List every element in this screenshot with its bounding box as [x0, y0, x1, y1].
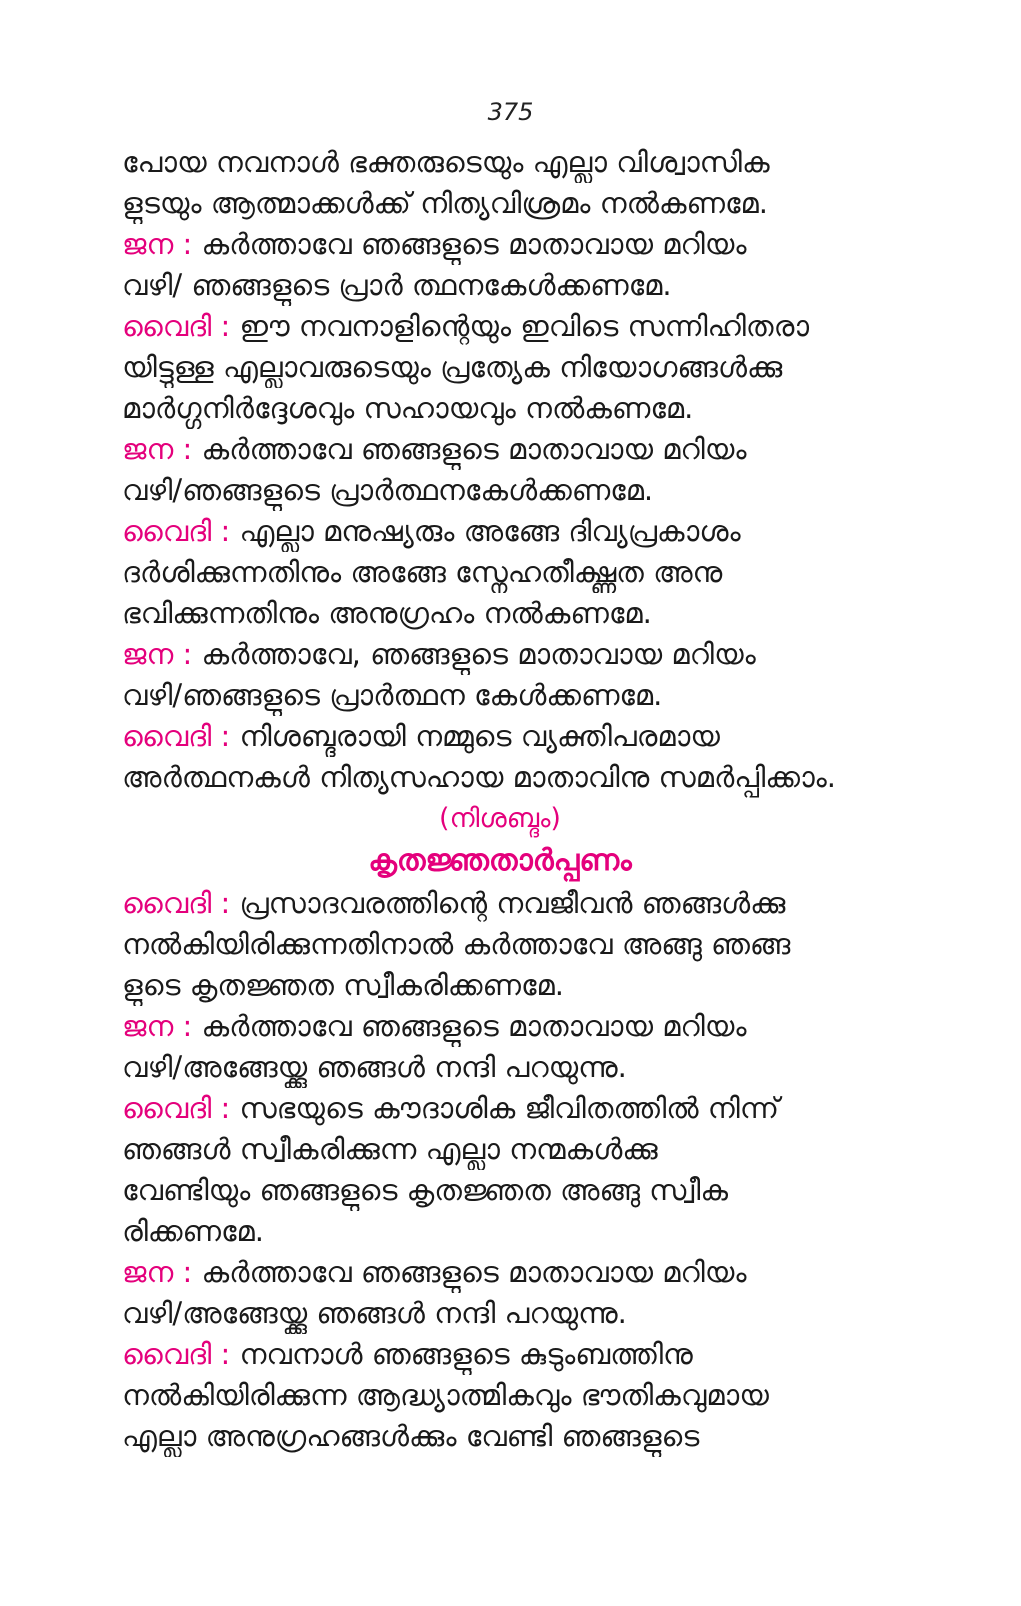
- response-block: [122, 224, 878, 306]
- speaker-label: വൈദി :: [122, 719, 231, 753]
- silence-note: (നിശബ്ദം): [439, 803, 561, 834]
- page-number: 375: [487, 98, 534, 126]
- text-line: നിശബ്ദരായി നമ്മുടെ വ്യക്തിപരമായ: [230, 719, 720, 753]
- speaker-label: വൈദി :: [122, 309, 231, 343]
- text-line: കർത്താവേ ഞങ്ങളുടെ മാതാവായ മറിയം: [192, 227, 747, 261]
- text-line: ഭവിക്കുന്നതിനും അനുഗ്രഹം നൽകണമേ.: [122, 596, 652, 630]
- prayer-block: [122, 306, 878, 429]
- response-block: [122, 634, 878, 716]
- response-block: [122, 1006, 878, 1088]
- text-line: പോയ നവനാൾ ഭക്തരുടെയും എല്ലാ വിശ്വാസിക: [122, 145, 770, 179]
- text-line: എല്ലാ അനുഗ്രഹങ്ങൾക്കും വേണ്ടി ഞങ്ങളുടെ: [122, 1419, 700, 1453]
- speaker-label: ജന :: [122, 1009, 193, 1043]
- text-line: കർത്താവേ ഞങ്ങളുടെ മാതാവായ മറിയം: [192, 1009, 747, 1043]
- text-line: എല്ലാ മനുഷ്യരും അങ്ങേ ദിവ്യപ്രകാശം: [230, 514, 741, 548]
- text-line: ളുടയും ആത്മാക്കൾക്ക് നിത്യവിശ്രമം നൽകണമേ.: [122, 186, 768, 220]
- speaker-label: ജന :: [122, 637, 193, 671]
- text-line: കർത്താവേ, ഞങ്ങളുടെ മാതാവായ മറിയം: [192, 637, 756, 671]
- text-line: കർത്താവേ ഞങ്ങളുടെ മാതാവായ മറിയം: [192, 432, 747, 466]
- text-line: വഴി/അങ്ങേയ്ക്കു ഞങ്ങൾ നന്ദി പറയുന്നു.: [122, 1296, 627, 1330]
- text-line: വഴി/അങ്ങേയ്ക്കു ഞങ്ങൾ നന്ദി പറയുന്നു.: [122, 1050, 627, 1084]
- text-line: പ്രസാദവരത്തിന്റെ നവജീവൻ ഞങ്ങൾക്കു: [230, 886, 786, 920]
- speaker-label: ജന :: [122, 227, 193, 261]
- text-line: രിക്കണമേ.: [122, 1214, 264, 1248]
- text-line: യിട്ടുള്ള എല്ലാവരുടെയും പ്രത്യേക നിയോഗങ്ങൾക്കു: [122, 350, 783, 384]
- prayer-block: [122, 511, 878, 634]
- text-line: മാർഗ്ഗനിർദ്ദേശവും സഹായവും നൽകണമേ.: [122, 391, 694, 425]
- prayer-block: [122, 1088, 878, 1252]
- text-line: ഈ നവനാളിന്റെയും ഇവിടെ സന്നിഹിതരാ: [230, 309, 810, 343]
- prayer-block: [122, 883, 878, 1006]
- speaker-label: ജന :: [122, 432, 193, 466]
- text-line: വേണ്ടിയും ഞങ്ങളുടെ കൃതജ്ഞത അങ്ങു സ്വീക: [122, 1173, 729, 1207]
- text-line: ളുടെ കൃതജ്ഞത സ്വീകരിക്കണമേ.: [122, 968, 564, 1002]
- speaker-label: ജന :: [122, 1255, 193, 1289]
- text-line: കർത്താവേ ഞങ്ങളുടെ മാതാവായ മറിയം: [192, 1255, 747, 1289]
- text-line: നവനാൾ ഞങ്ങളുടെ കുടുംബത്തിനു: [230, 1337, 693, 1371]
- page-content: [122, 142, 878, 1457]
- speaker-label: വൈദി :: [122, 1091, 231, 1125]
- text-line: നൽകിയിരിക്കുന്നതിനാൽ കർത്താവേ അങ്ങു ഞങ്ങ: [122, 927, 791, 961]
- prayer-block: [122, 1334, 878, 1457]
- section-heading: കൃതജ്ഞതാർപ്പണം: [368, 843, 632, 878]
- response-block: [122, 1252, 878, 1334]
- text-line: വഴി/ ഞങ്ങളുടെ പ്രാർ ത്ഥനകേൾക്കണമേ.: [122, 268, 672, 302]
- text-line: സഭയുടെ കൗദാശിക ജീവിതത്തിൽ നിന്ന്: [230, 1091, 780, 1125]
- text-line: നൽകിയിരിക്കുന്ന ആദ്ധ്യാത്മികവും ഭൗതികവുമായ: [122, 1378, 769, 1412]
- text-line: വഴി/ഞങ്ങളുടെ പ്രാർത്ഥനകേൾക്കണമേ.: [122, 473, 654, 507]
- prayer-block: [122, 142, 878, 224]
- speaker-label: വൈദി :: [122, 514, 231, 548]
- text-line: ദർശിക്കുന്നതിനും അങ്ങേ സ്നേഹതീക്ഷ്ണത അനു: [122, 555, 723, 589]
- prayer-block: [122, 716, 878, 798]
- text-line: ഞങ്ങൾ സ്വീകരിക്കുന്ന എല്ലാ നന്മകൾക്കു: [122, 1132, 658, 1166]
- text-line: വഴി/ഞങ്ങളുടെ പ്രാർത്ഥന കേൾക്കണമേ.: [122, 678, 663, 712]
- response-block: [122, 429, 878, 511]
- text-line: അർത്ഥനകൾ നിത്യസഹായ മാതാവിനു സമർപ്പിക്കാം.: [122, 760, 836, 794]
- speaker-label: വൈദി :: [122, 1337, 231, 1371]
- speaker-label: വൈദി :: [122, 886, 231, 920]
